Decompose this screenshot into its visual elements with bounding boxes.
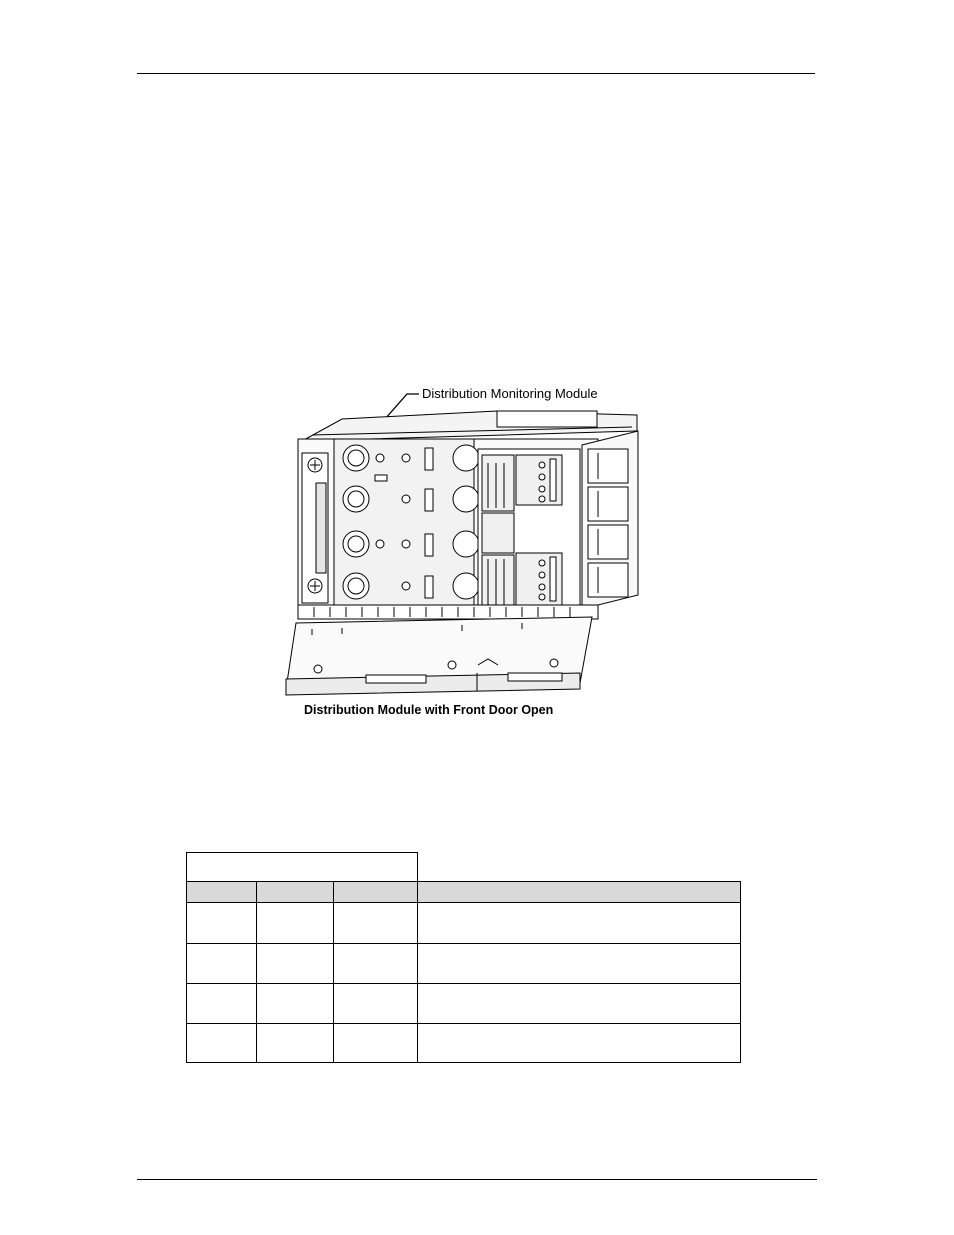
table-body (187, 903, 741, 1063)
module-drawing (282, 383, 642, 723)
data-table (186, 852, 741, 1063)
table-group-header-cell (187, 853, 418, 882)
figure-caption: Distribution Module with Front Door Open (304, 703, 554, 717)
table-grid (186, 852, 741, 1063)
distribution-module-figure (282, 383, 642, 723)
footer-rule (137, 1179, 817, 1180)
table-header-row (187, 882, 741, 903)
callout-label: Distribution Monitoring Module (422, 386, 598, 401)
header-rule (137, 73, 815, 74)
